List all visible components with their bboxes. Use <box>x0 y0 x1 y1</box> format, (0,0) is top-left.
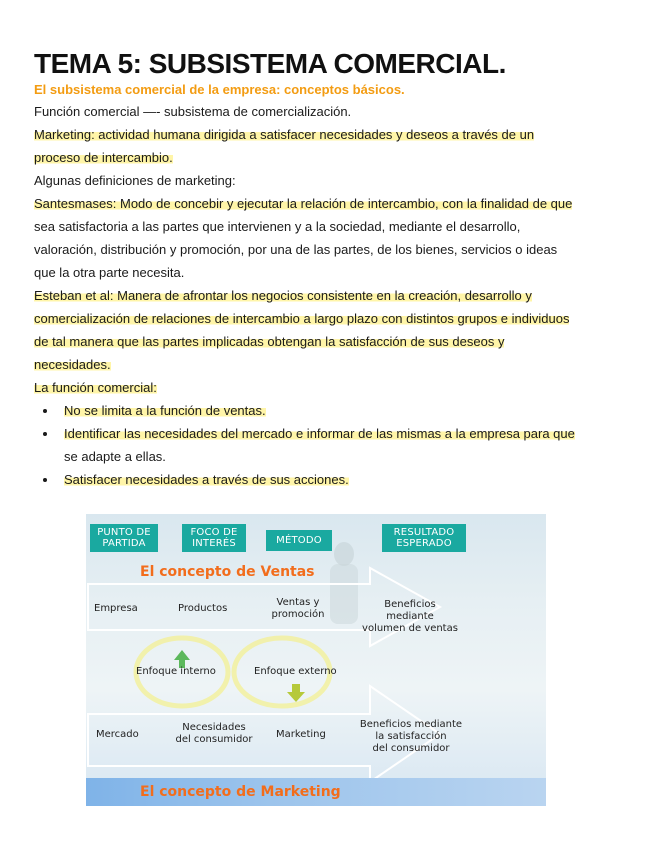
highlighted-text: Esteban et al: Manera de afrontar los negocios consistente en la creación, desarrollo y <box>34 288 532 303</box>
highlighted-text: comercialización de relaciones de intercambio a largo plazo con distintos grupos e individuos <box>34 311 570 326</box>
label-text: promoción <box>271 609 325 620</box>
text-span: Función comercial —- subsistema de comercialización. <box>34 104 352 119</box>
header-text: MÉTODO <box>276 535 322 546</box>
header-text: INTERÉS <box>192 538 236 549</box>
bullet-list <box>34 399 634 491</box>
label-text: Ventas y <box>276 597 320 608</box>
text-line <box>34 169 634 192</box>
header-punto-partida <box>90 524 158 552</box>
diagram-graphics <box>86 514 546 806</box>
section-subtitle: El subsistema comercial de la empresa: conceptos básicos. <box>34 82 405 97</box>
marketing-necesidades-label <box>166 722 262 746</box>
highlighted-text: La función comercial: <box>34 380 157 395</box>
header-text: PUNTO DE <box>97 527 151 538</box>
enfoque-interno-label: Enfoque interno <box>136 666 216 677</box>
text-line <box>34 100 634 123</box>
highlighted-text: proceso de intercambio. <box>34 150 173 165</box>
header-foco-interes <box>182 524 246 552</box>
text-line <box>34 261 634 284</box>
header-text: ESPERADO <box>396 538 452 549</box>
ventas-resultado-label <box>360 599 460 635</box>
text-span: sea satisfactoria a las partes que intervienen y a la sociedad, mediante el desarrollo, <box>34 219 521 234</box>
header-text: RESULTADO <box>393 527 455 538</box>
label-text: volumen de ventas <box>362 623 458 634</box>
text-line <box>34 192 634 215</box>
page-title: TEMA 5: SUBSISTEMA COMERCIAL. <box>34 48 506 79</box>
label-text: Beneficios mediante <box>359 719 463 730</box>
ventas-empresa-label: Empresa <box>94 603 138 614</box>
header-metodo <box>266 530 332 551</box>
highlighted-text: Santesmases: Modo de concebir y ejecutar la relación de intercambio, con la finalidad de que <box>34 196 573 211</box>
text-line <box>34 238 634 261</box>
ventas-productos-label: Productos <box>178 603 228 614</box>
list-item <box>58 399 634 422</box>
arrow-down-icon <box>287 684 305 702</box>
text-line <box>34 330 634 353</box>
marketing-metodo-label: Marketing <box>276 729 326 740</box>
text-span: Algunas definiciones de marketing: <box>34 173 236 188</box>
text-span: que la otra parte necesita. <box>34 265 185 280</box>
text-line <box>34 353 634 376</box>
highlighted-text: necesidades. <box>34 357 111 372</box>
header-text: FOCO DE <box>190 527 238 538</box>
text-line <box>34 146 634 169</box>
highlighted-text: No se limita a la función de ventas. <box>64 403 266 418</box>
highlighted-text: Marketing: actividad humana dirigida a satisfacer necesidades y deseos a través de un <box>34 127 535 142</box>
silhouette-body <box>330 564 358 624</box>
highlighted-text: Identificar las necesidades del mercado e informar de las mismas a la empresa para que <box>64 426 575 441</box>
highlighted-text: de tal manera que las partes implicadas obtengan la satisfacción de sus deseos y <box>34 334 505 349</box>
text-span: valoración, distribución y promoción, por una de las partes, de los bienes, servicios o ideas <box>34 242 558 257</box>
label-text: del consumidor <box>372 743 450 754</box>
concept-diagram <box>86 514 546 806</box>
ventas-concept-title: El concepto de Ventas <box>140 564 315 580</box>
enfoque-externo-label: Enfoque externo <box>254 666 337 677</box>
label-text: la satisfacción <box>375 731 447 742</box>
document-page <box>34 48 634 491</box>
highlighted-text: Satisfacer necesidades a través de sus acciones. <box>64 472 349 487</box>
label-text: Beneficios mediante <box>384 599 436 622</box>
text-line <box>34 307 634 330</box>
label-text: del consumidor <box>175 734 253 745</box>
ventas-metodo-label <box>262 597 334 621</box>
label-text: Necesidades <box>182 722 246 733</box>
text-line <box>34 284 634 307</box>
text-span: se adapte a ellas. <box>64 449 166 464</box>
list-item <box>58 468 634 491</box>
text-line <box>34 123 634 146</box>
text-line <box>34 376 634 399</box>
silhouette-figure <box>334 542 354 566</box>
list-item <box>58 422 634 468</box>
marketing-resultado-label <box>356 719 466 755</box>
header-resultado-esperado <box>382 524 466 552</box>
header-text: PARTIDA <box>102 538 146 549</box>
marketing-concept-title: El concepto de Marketing <box>140 784 341 800</box>
marketing-mercado-label: Mercado <box>96 729 139 740</box>
text-line <box>34 215 634 238</box>
